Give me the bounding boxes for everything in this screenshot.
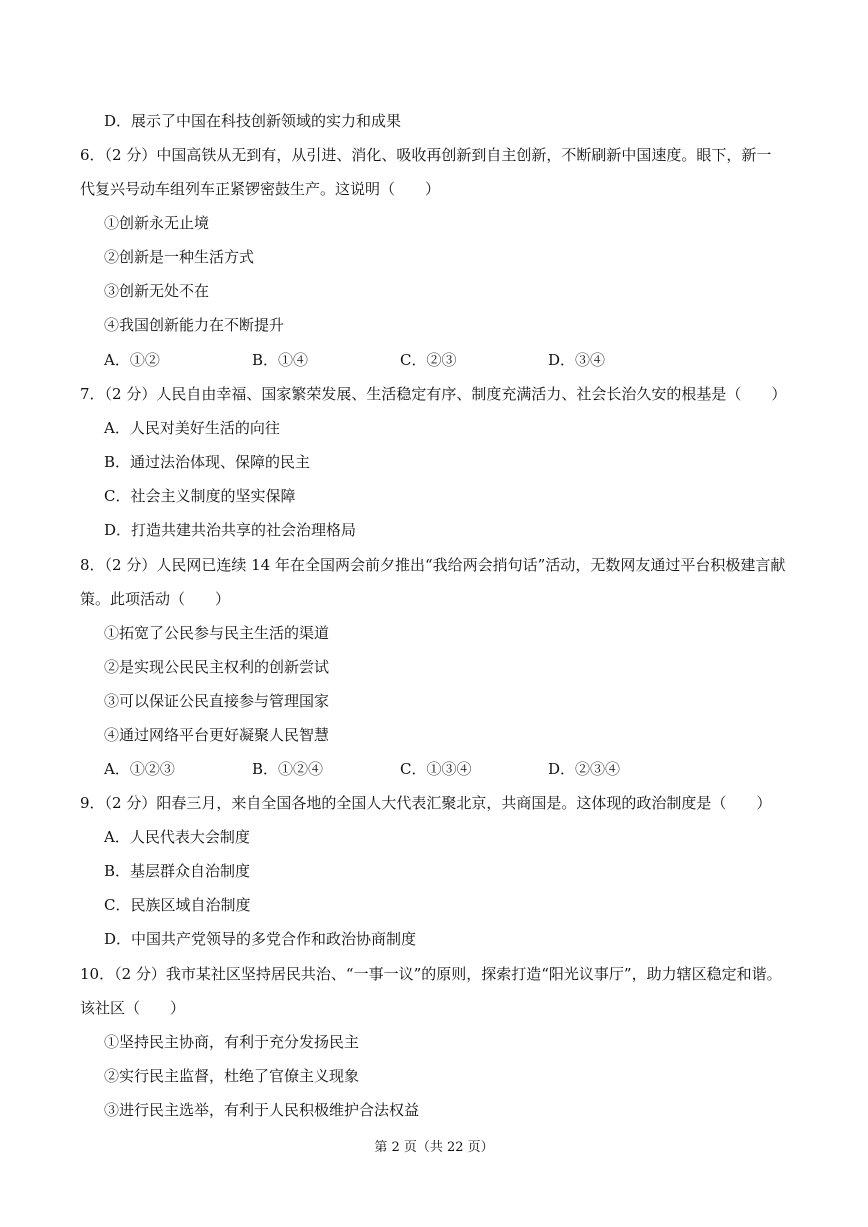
question-10-statement-1: ①坚持民主协商，有利于充分发扬民主 bbox=[104, 1033, 360, 1051]
question-8-stem: 8．（2 分）人民网已连续 14 年在全国两会前夕推出“我给两会捎句话”活动，无数网友通过平台积极建言献 bbox=[80, 556, 786, 574]
page-footer: 第 2 页（共 22 页） bbox=[374, 1140, 494, 1155]
question-10-stem-cont: 该社区（ ） bbox=[80, 999, 186, 1017]
question-8-statement-1: ①拓宽了公民参与民主生活的渠道 bbox=[104, 624, 330, 642]
option-b: B．①④ bbox=[252, 351, 309, 369]
question-7-option-d: D．打造共建共治共享的社会治理格局 bbox=[104, 521, 357, 539]
question-9-option-d: D．中国共产党领导的多党合作和政治协商制度 bbox=[104, 930, 417, 948]
question-7-option-b: B．通过法治体现、保障的民主 bbox=[104, 453, 311, 471]
question-8-statement-3: ③可以保证公民直接参与管理国家 bbox=[104, 692, 330, 710]
question-7-option-a: A．人民对美好生活的向往 bbox=[104, 419, 280, 437]
option-d: D．③④ bbox=[548, 351, 606, 369]
question-6-statement-2: ②创新是一种生活方式 bbox=[104, 248, 255, 266]
question-7-option-c: C．社会主义制度的坚实保障 bbox=[104, 487, 296, 505]
option-a: A．①② bbox=[104, 351, 160, 369]
option-a: A．①②③ bbox=[104, 760, 175, 778]
question-8-statement-2: ②是实现公民民主权利的创新尝试 bbox=[104, 658, 330, 676]
question-7-stem: 7．（2 分）人民自由幸福、国家繁荣发展、生活稳定有序、制度充满活力、社会长治久安的根基是（ ） bbox=[80, 385, 787, 403]
question-9-option-c: C．民族区域自治制度 bbox=[104, 896, 251, 914]
option-d: D．②③④ bbox=[548, 760, 621, 778]
question-6-stem-cont: 代复兴号动车组列车正紧锣密鼓生产。这说明（ ） bbox=[80, 180, 441, 198]
question-10-stem: 10．（2 分）我市某社区坚持居民共治、“一事一议”的原则，探索打造“阳光议事厅”，助力辖区稳定和谐。 bbox=[80, 965, 782, 983]
question-6-stem: 6．（2 分）中国高铁从无到有，从引进、消化、吸收再创新到自主创新，不断刷新中国速度。眼下，新一 bbox=[80, 146, 772, 164]
question-8-statement-4: ④通过网络平台更好凝聚人民智慧 bbox=[104, 726, 330, 744]
option-c: C．①③④ bbox=[400, 760, 472, 778]
question-6-statement-1: ①创新永无止境 bbox=[104, 214, 210, 232]
question-6-statement-4: ④我国创新能力在不断提升 bbox=[104, 316, 285, 334]
question-10-statement-2: ②实行民主监督，杜绝了官僚主义现象 bbox=[104, 1067, 360, 1085]
line-q5-option-d: D．展示了中国在科技创新领域的实力和成果 bbox=[104, 112, 402, 130]
question-9-stem: 9．（2 分）阳春三月，来自全国各地的全国人大代表汇聚北京，共商国是。这体现的政治制度是（ ） bbox=[80, 794, 772, 812]
question-8-stem-cont: 策。此项活动（ ） bbox=[80, 590, 231, 608]
question-10-statement-3: ③进行民主选举，有利于人民积极维护合法权益 bbox=[104, 1101, 420, 1119]
option-b: B．①②④ bbox=[252, 760, 324, 778]
question-9-option-a: A．人民代表大会制度 bbox=[104, 828, 250, 846]
question-6-statement-3: ③创新无处不在 bbox=[104, 282, 210, 300]
option-c: C．②③ bbox=[400, 351, 457, 369]
question-9-option-b: B．基层群众自治制度 bbox=[104, 862, 251, 880]
